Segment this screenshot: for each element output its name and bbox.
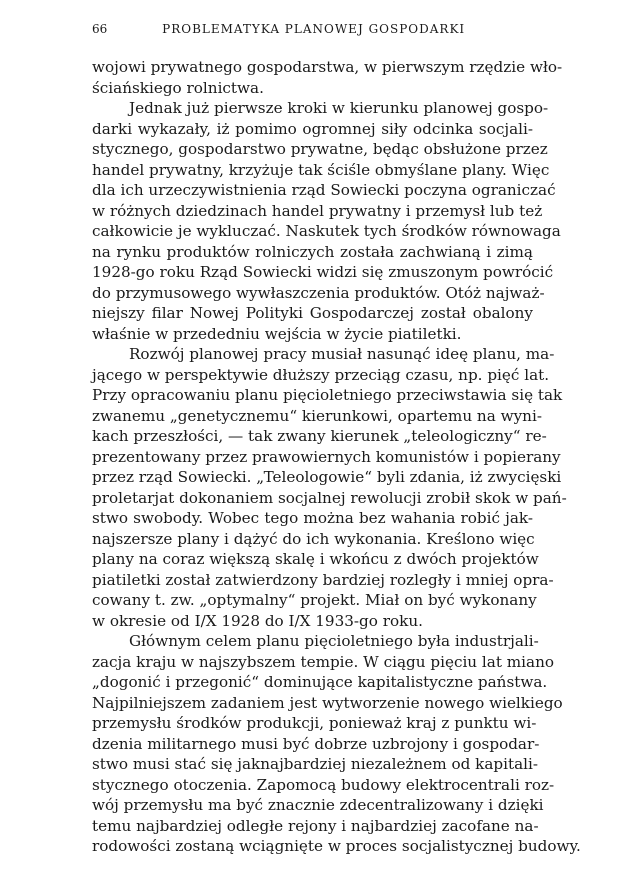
text-line: Najpilniejszem zadaniem jest wytworzenie nowego wielkiego	[92, 693, 563, 712]
running-title: PROBLEMATYKA PLANOWEJ GOSPODARKI	[162, 22, 466, 36]
text-line: w różnych dziedzinach handel prywatny i przemysł lub też	[92, 201, 543, 220]
text-line: kach przeszłości, — tak zwany kierunek „teleologiczny“ re-	[92, 427, 547, 445]
text-line: rodowości zostaną wciągnięte w proces socjalistycznej budowy.	[92, 837, 581, 855]
text-line: przez rząd Sowiecki. „Teleologowie“ byli zdania, iż zwycięski	[92, 468, 562, 486]
text-line: najszersze plany i dążyć do ich wykonania. Kreślono więc	[92, 529, 535, 548]
text-line: dzenia militarnego musi być dobrze uzbrojony i gospodar-	[92, 734, 540, 753]
body-text	[92, 57, 581, 857]
text-line: „dogonić i przegonić“ dominujące kapitalistyczne państwa.	[92, 673, 548, 691]
text-line: Jednak już pierwsze kroki w kierunku planowej gospo-	[129, 99, 549, 117]
text-line: stycznego otoczenia. Zapomocą budowy elektrocentrali roz-	[92, 775, 555, 794]
text-line: Przy opracowaniu planu pięcioletniego przeciwstawia się tak	[92, 386, 563, 404]
paragraph	[92, 98, 561, 344]
text-line: stycznego, gospodarstwo prywatne, będąc obsłużone przez	[92, 140, 548, 158]
text-line: wój przemysłu ma być znacznie zdecentralizowany i dzięki	[92, 796, 544, 814]
text-line: niejszy filar Nowej Polityki Gospodarczej został obalony	[92, 304, 533, 322]
text-line: cowany t. zw. „optymalny“ projekt. Miał on być wykonany	[92, 591, 537, 609]
text-line: całkowicie je wykluczać. Naskutek tych środków równowaga	[92, 222, 561, 240]
text-line: Rozwój planowej pracy musiał nasunąć ideę planu, ma-	[129, 345, 555, 363]
text-line: ściańskiego rolnictwa.	[92, 78, 264, 97]
text-line: temu najbardziej odległe rejony i najbardziej zacofane na-	[92, 816, 539, 835]
paragraph	[92, 344, 567, 631]
text-line: handel prywatny, krzyżuje tak ściśle obmyślane plany. Więc	[92, 160, 550, 179]
text-line: Głównym celem planu pięcioletniego była industrjali-	[129, 632, 539, 650]
text-line: proletarjat dokonaniem socjalnej rewolucji zrobił skok w pań-	[92, 488, 567, 507]
text-line: przemysłu środków produkcji, ponieważ kraj z punktu wi-	[92, 714, 537, 732]
text-line: zwanemu „genetycznemu“ kierunkowi, opartemu na wyni-	[92, 406, 542, 425]
text-line: wojowi prywatnego gospodarstwa, w pierwszym rzędzie wło-	[92, 58, 563, 76]
text-line: zacja kraju w najszybszem tempie. W ciągu pięciu lat miano	[92, 652, 554, 671]
text-line: do przymusowego wywłaszczenia produktów. Otóż najważ-	[92, 283, 545, 302]
text-line: na rynku produktów rolniczych została zachwianą i zimą	[92, 242, 533, 261]
text-line: piatiletki został zatwierdzony bardziej rozległy i mniej opra-	[92, 570, 554, 589]
text-line: plany na coraz większą skalę i wkońcu z dwóch projektów	[92, 550, 539, 568]
paragraph	[92, 631, 581, 857]
text-line: prezentowany przez prawowiernych komunistów i popierany	[92, 447, 561, 466]
page-number: 66	[92, 22, 108, 36]
text-line: stwo swobody. Wobec tego można bez wahania robić jak-	[92, 509, 533, 527]
text-line: stwo musi stać się jaknajbardziej niezależnem od kapitali-	[92, 755, 538, 773]
paragraph	[92, 57, 563, 98]
text-line: darki wykazały, iż pomimo ogromnej siły odcinka socjali-	[92, 119, 533, 138]
text-line: 1928-go roku Rząd Sowiecki widzi się zmuszonym powrócić	[92, 263, 554, 281]
text-line: dla ich urzeczywistnienia rząd Sowiecki poczyna ograniczać	[92, 181, 556, 199]
text-line: jącego w perspektywie dłuższy przeciąg czasu, np. pięć lat.	[92, 365, 550, 384]
page-header	[92, 22, 532, 36]
text-line: właśnie w przededniu wejścia w życie piatiletki.	[92, 324, 462, 343]
text-line: w okresie od I/X 1928 do I/X 1933-go roku.	[92, 611, 423, 630]
